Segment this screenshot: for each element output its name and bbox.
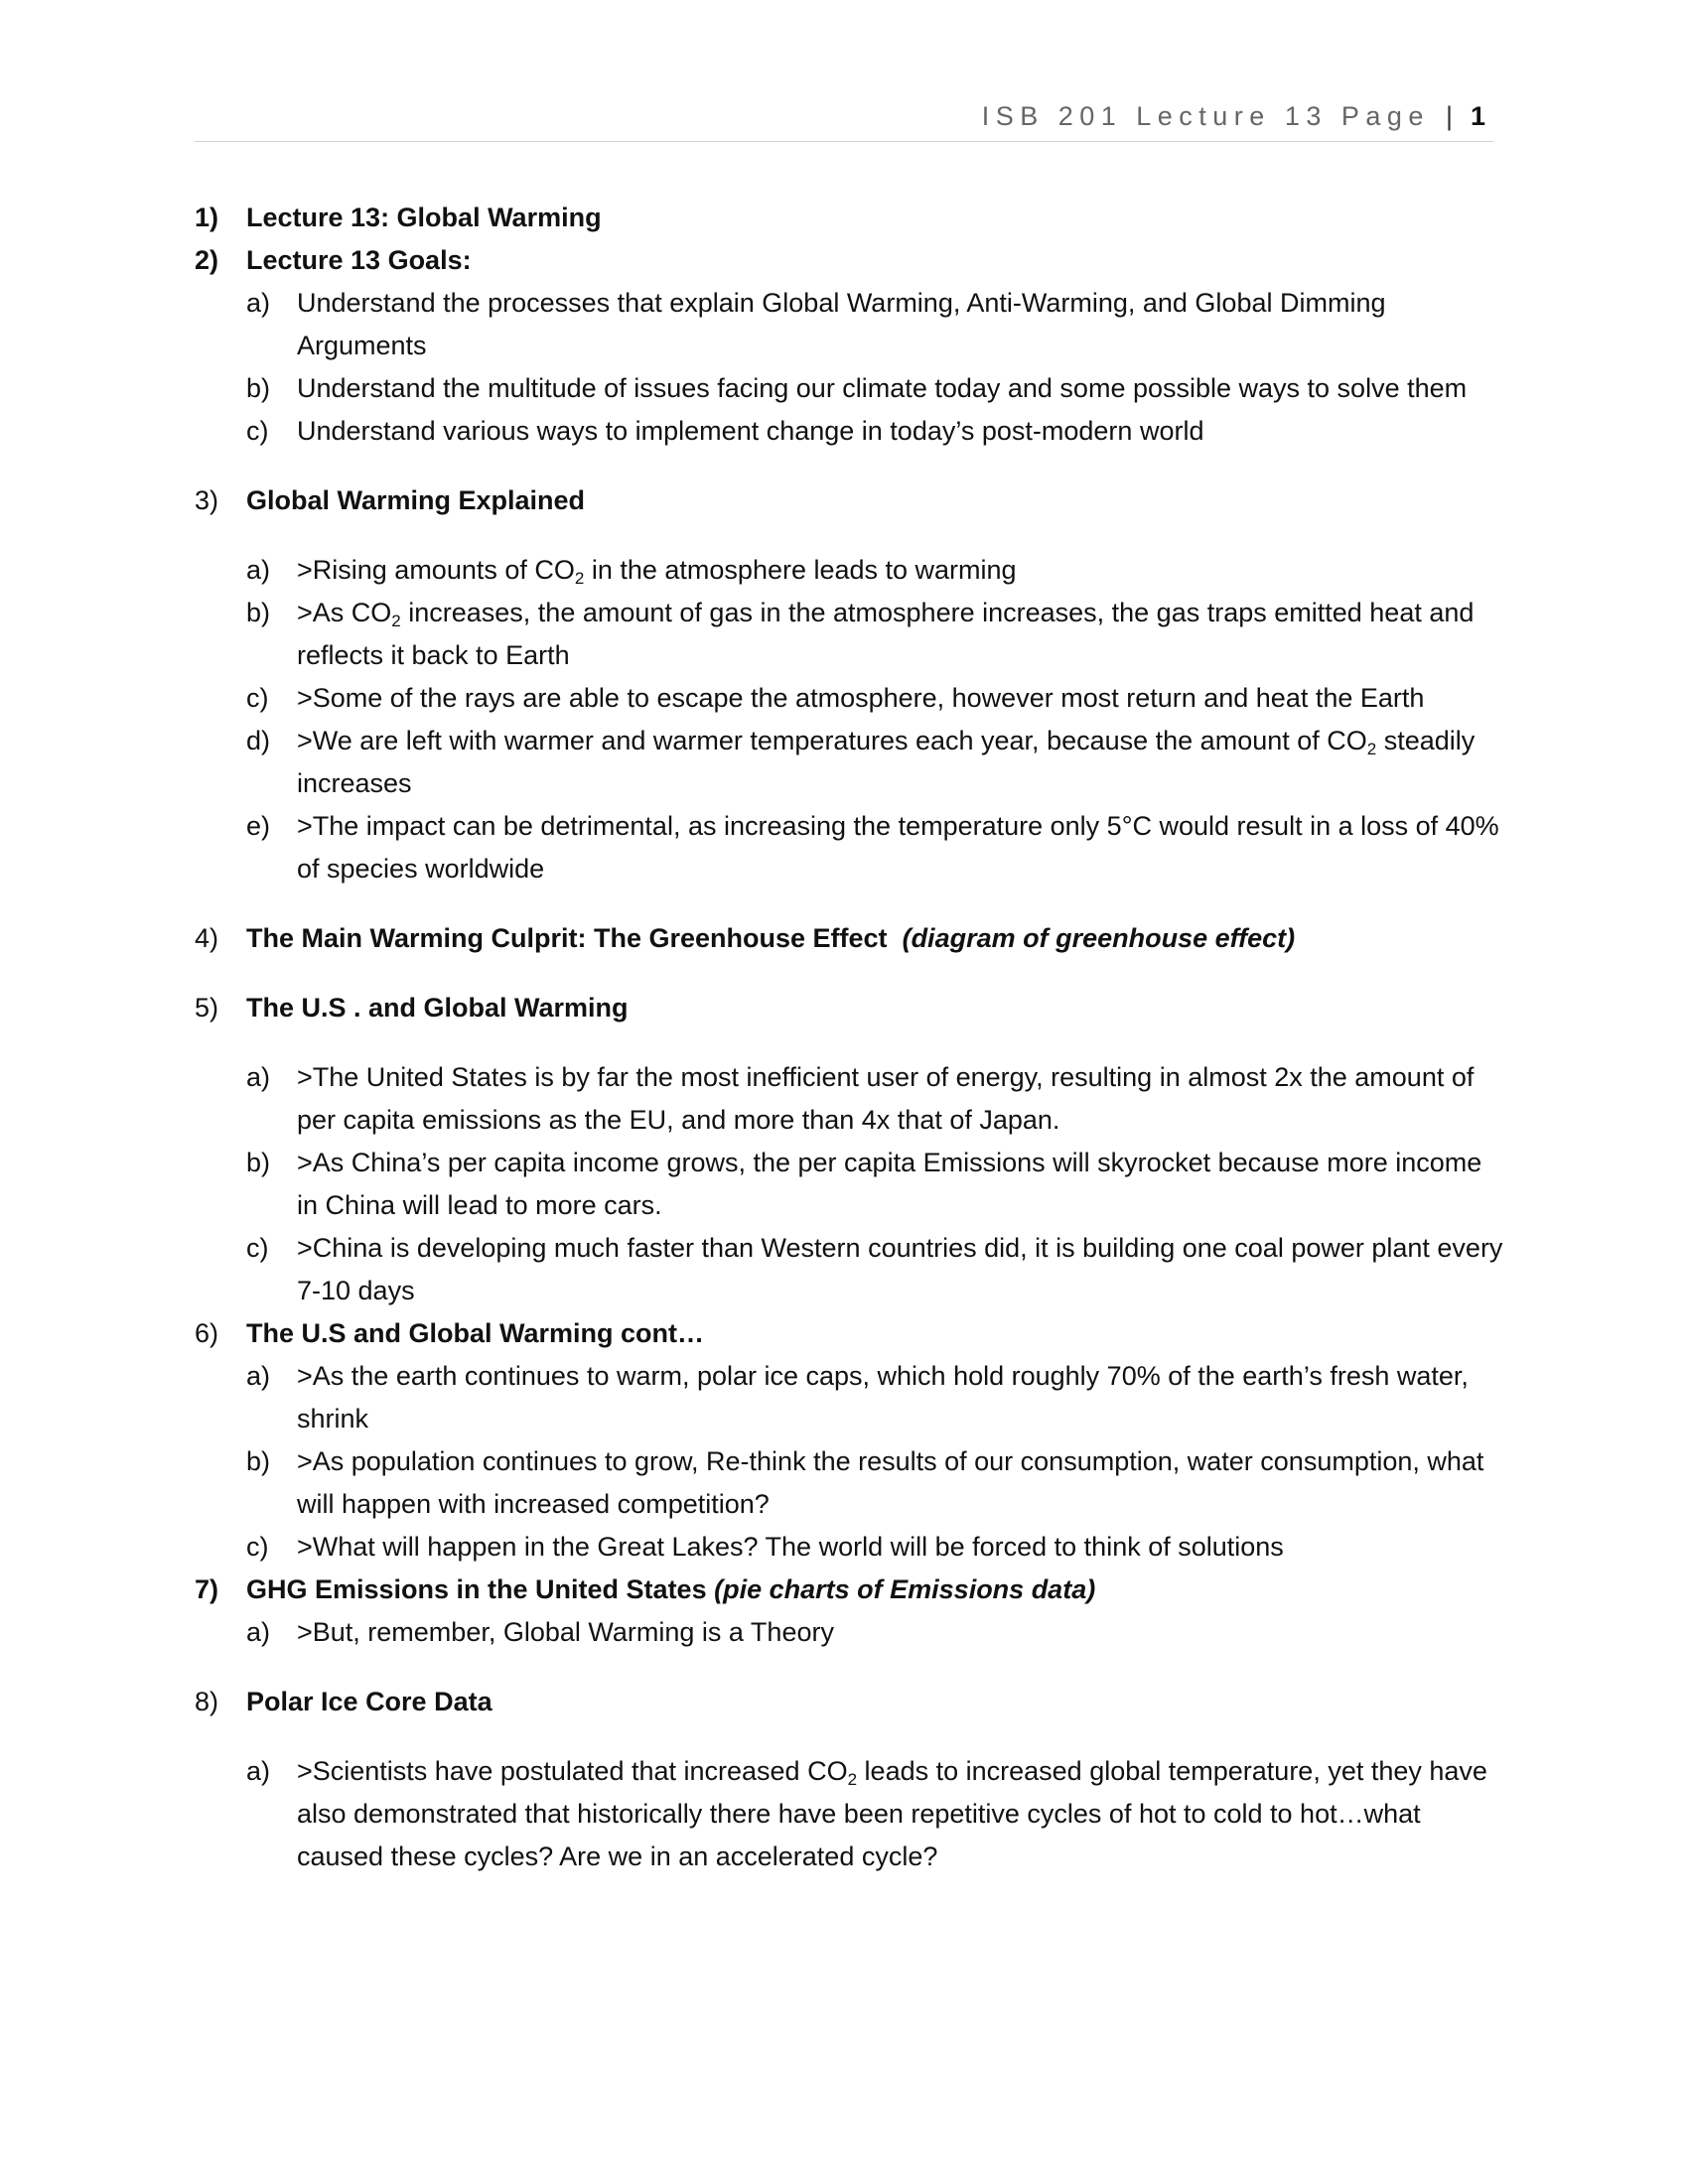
outline-item-5 (195, 987, 1505, 1312)
header-separator: | (1445, 101, 1453, 131)
sub-letter: c) (246, 1532, 269, 1562)
sub-item (246, 1056, 1505, 1142)
sub-list (246, 282, 1505, 453)
sub-letter: c) (246, 683, 269, 713)
sub-text: >As China’s per capita income grows, the per capita Emissions will skyrocket because more income in China will lead to more cars. (297, 1148, 1482, 1220)
item-note: (pie charts of Emissions data) (714, 1574, 1096, 1604)
item-number: 3) (195, 485, 219, 515)
sub-item (246, 1611, 1505, 1654)
sub-item (246, 805, 1505, 890)
item-title: Global Warming Explained (246, 485, 586, 515)
sub-text: >Rising amounts of $CO_2$ in the atmosphere leads to warming (297, 555, 1017, 588)
sub-list (246, 1750, 1505, 1878)
item-title: Lecture 13: Global Warming (246, 203, 602, 232)
sub-text: >The United States is by far the most inefficient user of energy, resulting in almost 2x the amount of per capita emissions as the EU, and more than 4x that of Japan. (297, 1062, 1475, 1135)
sub-item (246, 367, 1505, 410)
header-label: ISB 201 Lecture 13 Page (981, 101, 1430, 131)
sub-letter: b) (246, 598, 271, 627)
item-number: 1) (195, 203, 219, 232)
sub-item (246, 720, 1505, 805)
subscript: 2 (391, 612, 401, 630)
page-header (195, 101, 1493, 142)
sub-item (246, 592, 1505, 677)
sub-text: >We are left with warmer and warmer temperatures each year, because the amount of $CO_2$ steadily increases (297, 726, 1476, 798)
sub-text: >But, remember, Global Warming is a Theory (297, 1617, 834, 1647)
item-title: The U.S and Global Warming cont… (246, 1318, 705, 1348)
item-title: Lecture 13 Goals: (246, 245, 472, 275)
sub-item (246, 1142, 1505, 1227)
sub-item (246, 1355, 1505, 1440)
lecture-outline (195, 197, 1505, 1878)
item-title: Polar Ice Core Data (246, 1687, 492, 1716)
item-title: The Main Warming Culprit: The Greenhouse Effect (diagram of greenhouse effect) (246, 923, 1296, 953)
sub-letter: d) (246, 726, 271, 755)
sub-text: Understand the processes that explain Global Warming, Anti-Warming, and Global Dimming Arguments (297, 288, 1386, 360)
item-number: 4) (195, 923, 219, 953)
sub-list (246, 1611, 1505, 1654)
subscript: 2 (847, 1770, 858, 1789)
item-number: 6) (195, 1318, 219, 1348)
item-title: GHG Emissions in the United States (pie charts of Emissions data) (246, 1574, 1096, 1604)
header-text (982, 101, 1485, 132)
sub-item (246, 1526, 1505, 1569)
header-page-number: 1 (1470, 101, 1485, 131)
outline-item-6 (195, 1312, 1505, 1569)
sub-text: Understand various ways to implement change in today’s post-modern world (297, 416, 1204, 446)
sub-text: >Scientists have postulated that increased $CO_2$ leads to increased global temperature, yet they have also demonstrated that historically there have been repetitive cycles of hot to cold to hot…what caused these cycles? Are we in an accelerated cycle? (297, 1756, 1487, 1871)
sub-letter: a) (246, 555, 271, 585)
sub-text: >Some of the rays are able to escape the atmosphere, however most return and heat the Earth (297, 683, 1425, 713)
sub-letter: b) (246, 1148, 271, 1177)
sub-letter: a) (246, 1361, 271, 1391)
subscript: 2 (1366, 740, 1377, 758)
sub-item (246, 1750, 1505, 1878)
sub-item (246, 677, 1505, 720)
sub-text: >As population continues to grow, Re-think the results of our consumption, water consumption, what will happen with increased competition? (297, 1446, 1484, 1519)
sub-text: Understand the multitude of issues facing our climate today and some possible ways to solve them (297, 373, 1468, 403)
sub-letter: c) (246, 416, 269, 446)
subscript: 2 (574, 569, 585, 588)
sub-text: >As the earth continues to warm, polar ice caps, which hold roughly 70% of the earth’s fresh water, shrink (297, 1361, 1469, 1433)
item-note: (diagram of greenhouse effect) (902, 923, 1296, 953)
sub-letter: a) (246, 1062, 271, 1092)
sub-item (246, 549, 1505, 592)
outline-item-2 (195, 239, 1505, 453)
sub-text: >China is developing much faster than Western countries did, it is building one coal power plant every 7-10 days (297, 1233, 1503, 1305)
sub-text: >What will happen in the Great Lakes? The world will be forced to think of solutions (297, 1532, 1284, 1562)
item-number: 7) (195, 1574, 219, 1604)
outline-item-7 (195, 1569, 1505, 1654)
sub-item (246, 1440, 1505, 1526)
item-number: 2) (195, 245, 219, 275)
sub-item (246, 1227, 1505, 1312)
sub-list (246, 1355, 1505, 1569)
sub-text: >As $CO_2$ increases, the amount of gas in the atmosphere increases, the gas traps emitted heat and reflects it back to Earth (297, 598, 1475, 670)
item-number: 8) (195, 1687, 219, 1716)
sub-letter: b) (246, 1446, 271, 1476)
sub-letter: a) (246, 1617, 271, 1647)
item-title: The U.S . and Global Warming (246, 993, 629, 1023)
sub-letter: a) (246, 288, 271, 318)
item-number: 5) (195, 993, 219, 1023)
sub-item (246, 410, 1505, 453)
sub-text: >The impact can be detrimental, as increasing the temperature only 5°C would result in a loss of 40% of species worldwide (297, 811, 1499, 884)
outline-item-4 (195, 917, 1505, 960)
sub-letter: c) (246, 1233, 269, 1263)
sub-letter: e) (246, 811, 271, 841)
sub-list (246, 1056, 1505, 1312)
outline-item-8 (195, 1681, 1505, 1878)
sub-letter: a) (246, 1756, 271, 1786)
outline-item-3 (195, 479, 1505, 890)
outline-item-1 (195, 197, 1505, 239)
sub-item (246, 282, 1505, 367)
sub-letter: b) (246, 373, 271, 403)
sub-list (246, 549, 1505, 890)
